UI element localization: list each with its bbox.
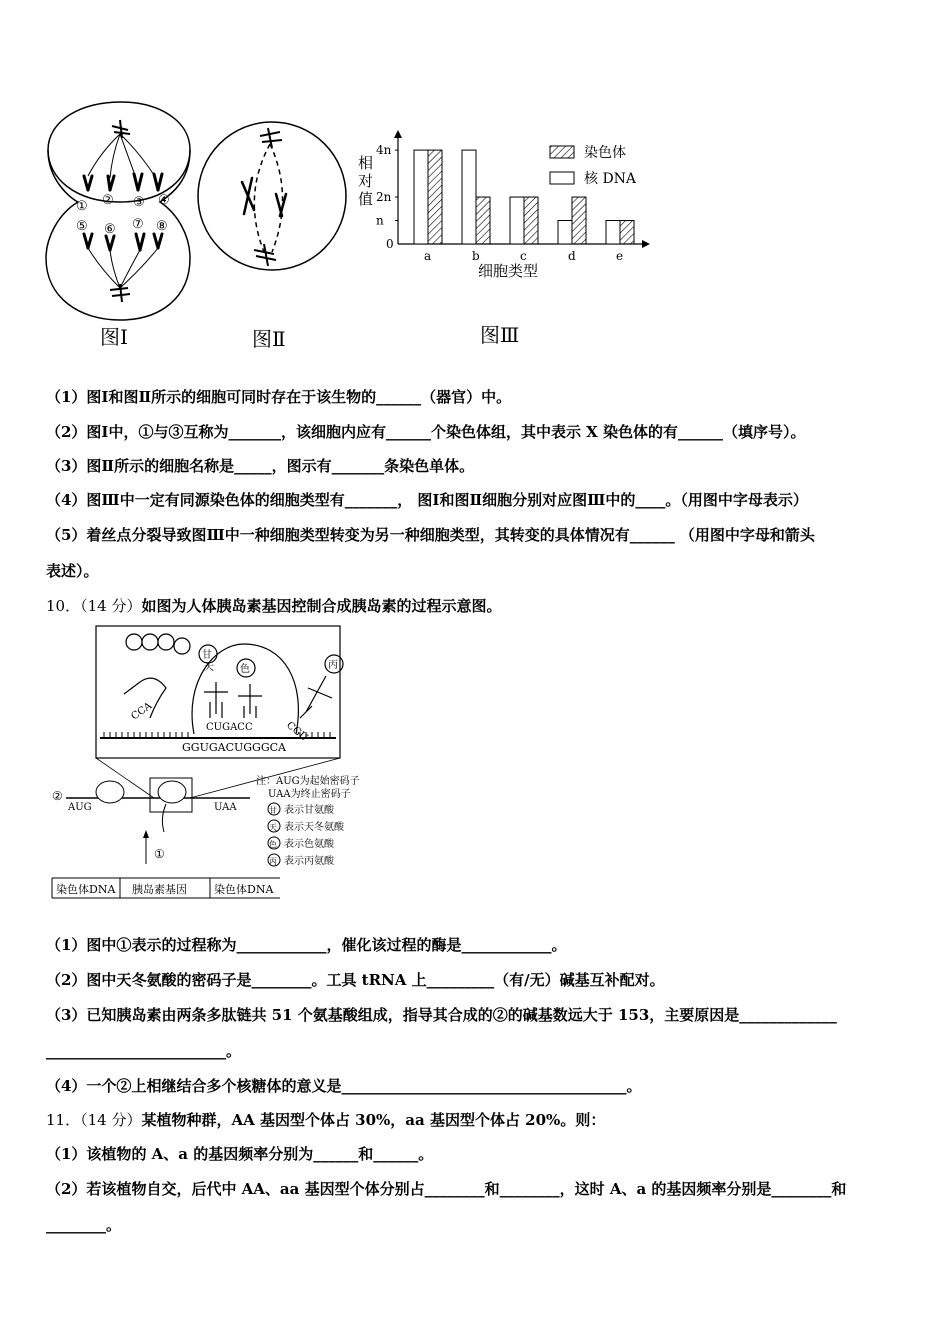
key-trp: 表示色氨酸	[284, 839, 334, 850]
q10-subquestion-1: （1）图中①表示的过程称为____________，催化该过程的酶是____________。	[46, 936, 567, 954]
bar-dna-e	[606, 221, 620, 244]
aa-trp: 色	[240, 664, 250, 675]
dna-left: 染色体DNA	[56, 883, 116, 896]
x-tick-label: d	[568, 249, 576, 263]
origin-label: 0	[386, 237, 394, 251]
legend-chromosome-label: 染色体	[584, 145, 626, 161]
figure-3-label: 图Ⅲ	[480, 323, 520, 347]
chromosome-number-1: ①	[76, 199, 88, 214]
chromosome-number-5: ⑤	[76, 219, 88, 234]
aa-asp: 天	[204, 662, 214, 673]
insulin-synthesis-diagram	[44, 622, 374, 904]
q9-subquestion-5: （5）着丝点分裂导致图Ⅲ中一种细胞类型转变为另一种细胞类型，其转变的具体情况有______ （用图中字母和箭头	[46, 526, 815, 544]
svg-text:丙: 丙	[269, 857, 277, 866]
q9-subquestion-4: （4）图Ⅲ中一定有同源染色体的细胞类型有_______， 图Ⅰ和图Ⅱ细胞分别对应图Ⅲ中的____。（用图中字母表示）	[46, 491, 808, 509]
q11-subquestion-2-cont: ________。	[46, 1216, 122, 1234]
mrna-sequence: GGUGACUGGGCA	[182, 741, 286, 754]
chromosome-number-8: ⑧	[156, 219, 168, 234]
q9-subquestion-5-cont: 表述）。	[46, 562, 99, 580]
anticodon-1: CCA	[129, 700, 155, 723]
y-tick-label: 4n	[376, 143, 392, 158]
y-tick-label: 2n	[376, 190, 392, 205]
q10-subquestion-2: （2）图中天冬氨酸的密码子是________。工具 tRNA 上_________（有/无）碱基互补配对。	[46, 971, 665, 989]
legend-dna-swatch	[550, 172, 574, 184]
note-start: 注：AUG为起始密码子	[256, 776, 360, 787]
figure-2-label: 图Ⅱ	[252, 327, 286, 351]
chromosome-number-7: ⑦	[132, 217, 144, 232]
bar-chromosome-a	[428, 150, 442, 244]
q11-subquestion-1: （1）该植物的 A、a 的基因频率分别为______和______。	[46, 1145, 434, 1163]
dna-right: 染色体DNA	[214, 883, 274, 896]
key-ala: 表示丙氨酸	[284, 856, 334, 867]
x-tick-label: e	[616, 249, 624, 263]
chromosome-number-2: ②	[102, 193, 114, 208]
label-2: ②	[52, 789, 63, 803]
figure-1-cell-diagram	[40, 98, 200, 360]
svg-text:甘: 甘	[269, 806, 277, 815]
anticodon-2: CUGACC	[206, 722, 253, 733]
chromosome-number-6: ⑥	[104, 222, 116, 237]
bar-dna-a	[414, 150, 428, 244]
svg-text:天: 天	[269, 823, 277, 832]
q9-subquestion-2: （2）图Ⅰ中，①与③互称为_______，该细胞内应有______个染色体组，其中表示 X 染色体的有______（填序号）。	[46, 423, 806, 441]
figure-2-cell-diagram	[192, 112, 354, 362]
legend-chromosome-swatch	[550, 146, 574, 158]
q10-subquestion-3: （3）已知胰岛素由两条多肽链共 51 个氨基酸组成，指导其合成的②的碱基数远大于 153，主要原因是_____________	[46, 1006, 837, 1024]
note-stop: UAA为终止密码子	[268, 789, 351, 800]
bar-dna-d	[558, 221, 572, 244]
q10-stem: 10．（14 分）如图为人体胰岛素基因控制合成胰岛素的过程示意图。	[46, 597, 502, 615]
x-axis-label: 细胞类型	[478, 262, 539, 280]
q11-subquestion-2: （2）若该植物自交，后代中 AA、aa 基因型个体分别占________和________，这时 A、a 的基因频率分别是________和	[46, 1180, 847, 1198]
start-codon-label: AUG	[68, 802, 92, 813]
x-tick-label: a	[424, 249, 432, 263]
aa-gly: 甘	[202, 650, 212, 661]
q11-stem: 11．（14 分）某植物种群，AA 基因型个体占 30%，aa 基因型个体占 20%。则：	[46, 1111, 606, 1129]
bar-chromosome-b	[476, 197, 490, 244]
svg-text:色: 色	[269, 840, 277, 849]
anticodon-3: CGU	[284, 719, 310, 744]
legend-dna-label: 核 DNA	[584, 171, 637, 187]
aa-ala: 丙	[328, 660, 338, 671]
y-axis-label-1: 相	[358, 154, 374, 172]
bar-chromosome-e	[620, 221, 634, 244]
q10-subquestion-3-cont: ________________________。	[46, 1042, 242, 1060]
key-gly: 表示甘氨酸	[284, 805, 334, 816]
y-axis-label-3: 值	[358, 190, 374, 208]
chromosome-number-3: ③	[133, 195, 145, 210]
key-asp: 表示天冬氨酸	[284, 822, 344, 833]
q9-subquestion-1: （1）图Ⅰ和图Ⅱ所示的细胞可同时存在于该生物的______（器官）中。	[46, 388, 512, 406]
q10-subquestion-4: （4）一个②上相继结合多个核糖体的意义是______________________________________。	[46, 1077, 642, 1095]
label-1: ①	[154, 847, 165, 861]
figure-1-label: 图Ⅰ	[100, 325, 128, 349]
x-tick-label: c	[520, 249, 527, 263]
x-tick-label: b	[472, 249, 480, 263]
figure-3-bar-chart	[350, 128, 660, 360]
chromosome-number-4: ④	[158, 193, 170, 208]
insulin-gene: 胰岛素基因	[132, 883, 187, 896]
stop-codon-label: UAA	[214, 802, 237, 813]
y-axis-label-2: 对	[358, 172, 374, 190]
bar-dna-b	[462, 150, 476, 244]
q9-subquestion-3: （3）图Ⅱ所示的细胞名称是_____，图示有_______条染色单体。	[46, 457, 475, 475]
y-tick-label: n	[376, 213, 384, 228]
bar-chromosome-d	[572, 197, 586, 244]
bar-chromosome-c	[524, 197, 538, 244]
bar-dna-c	[510, 197, 524, 244]
